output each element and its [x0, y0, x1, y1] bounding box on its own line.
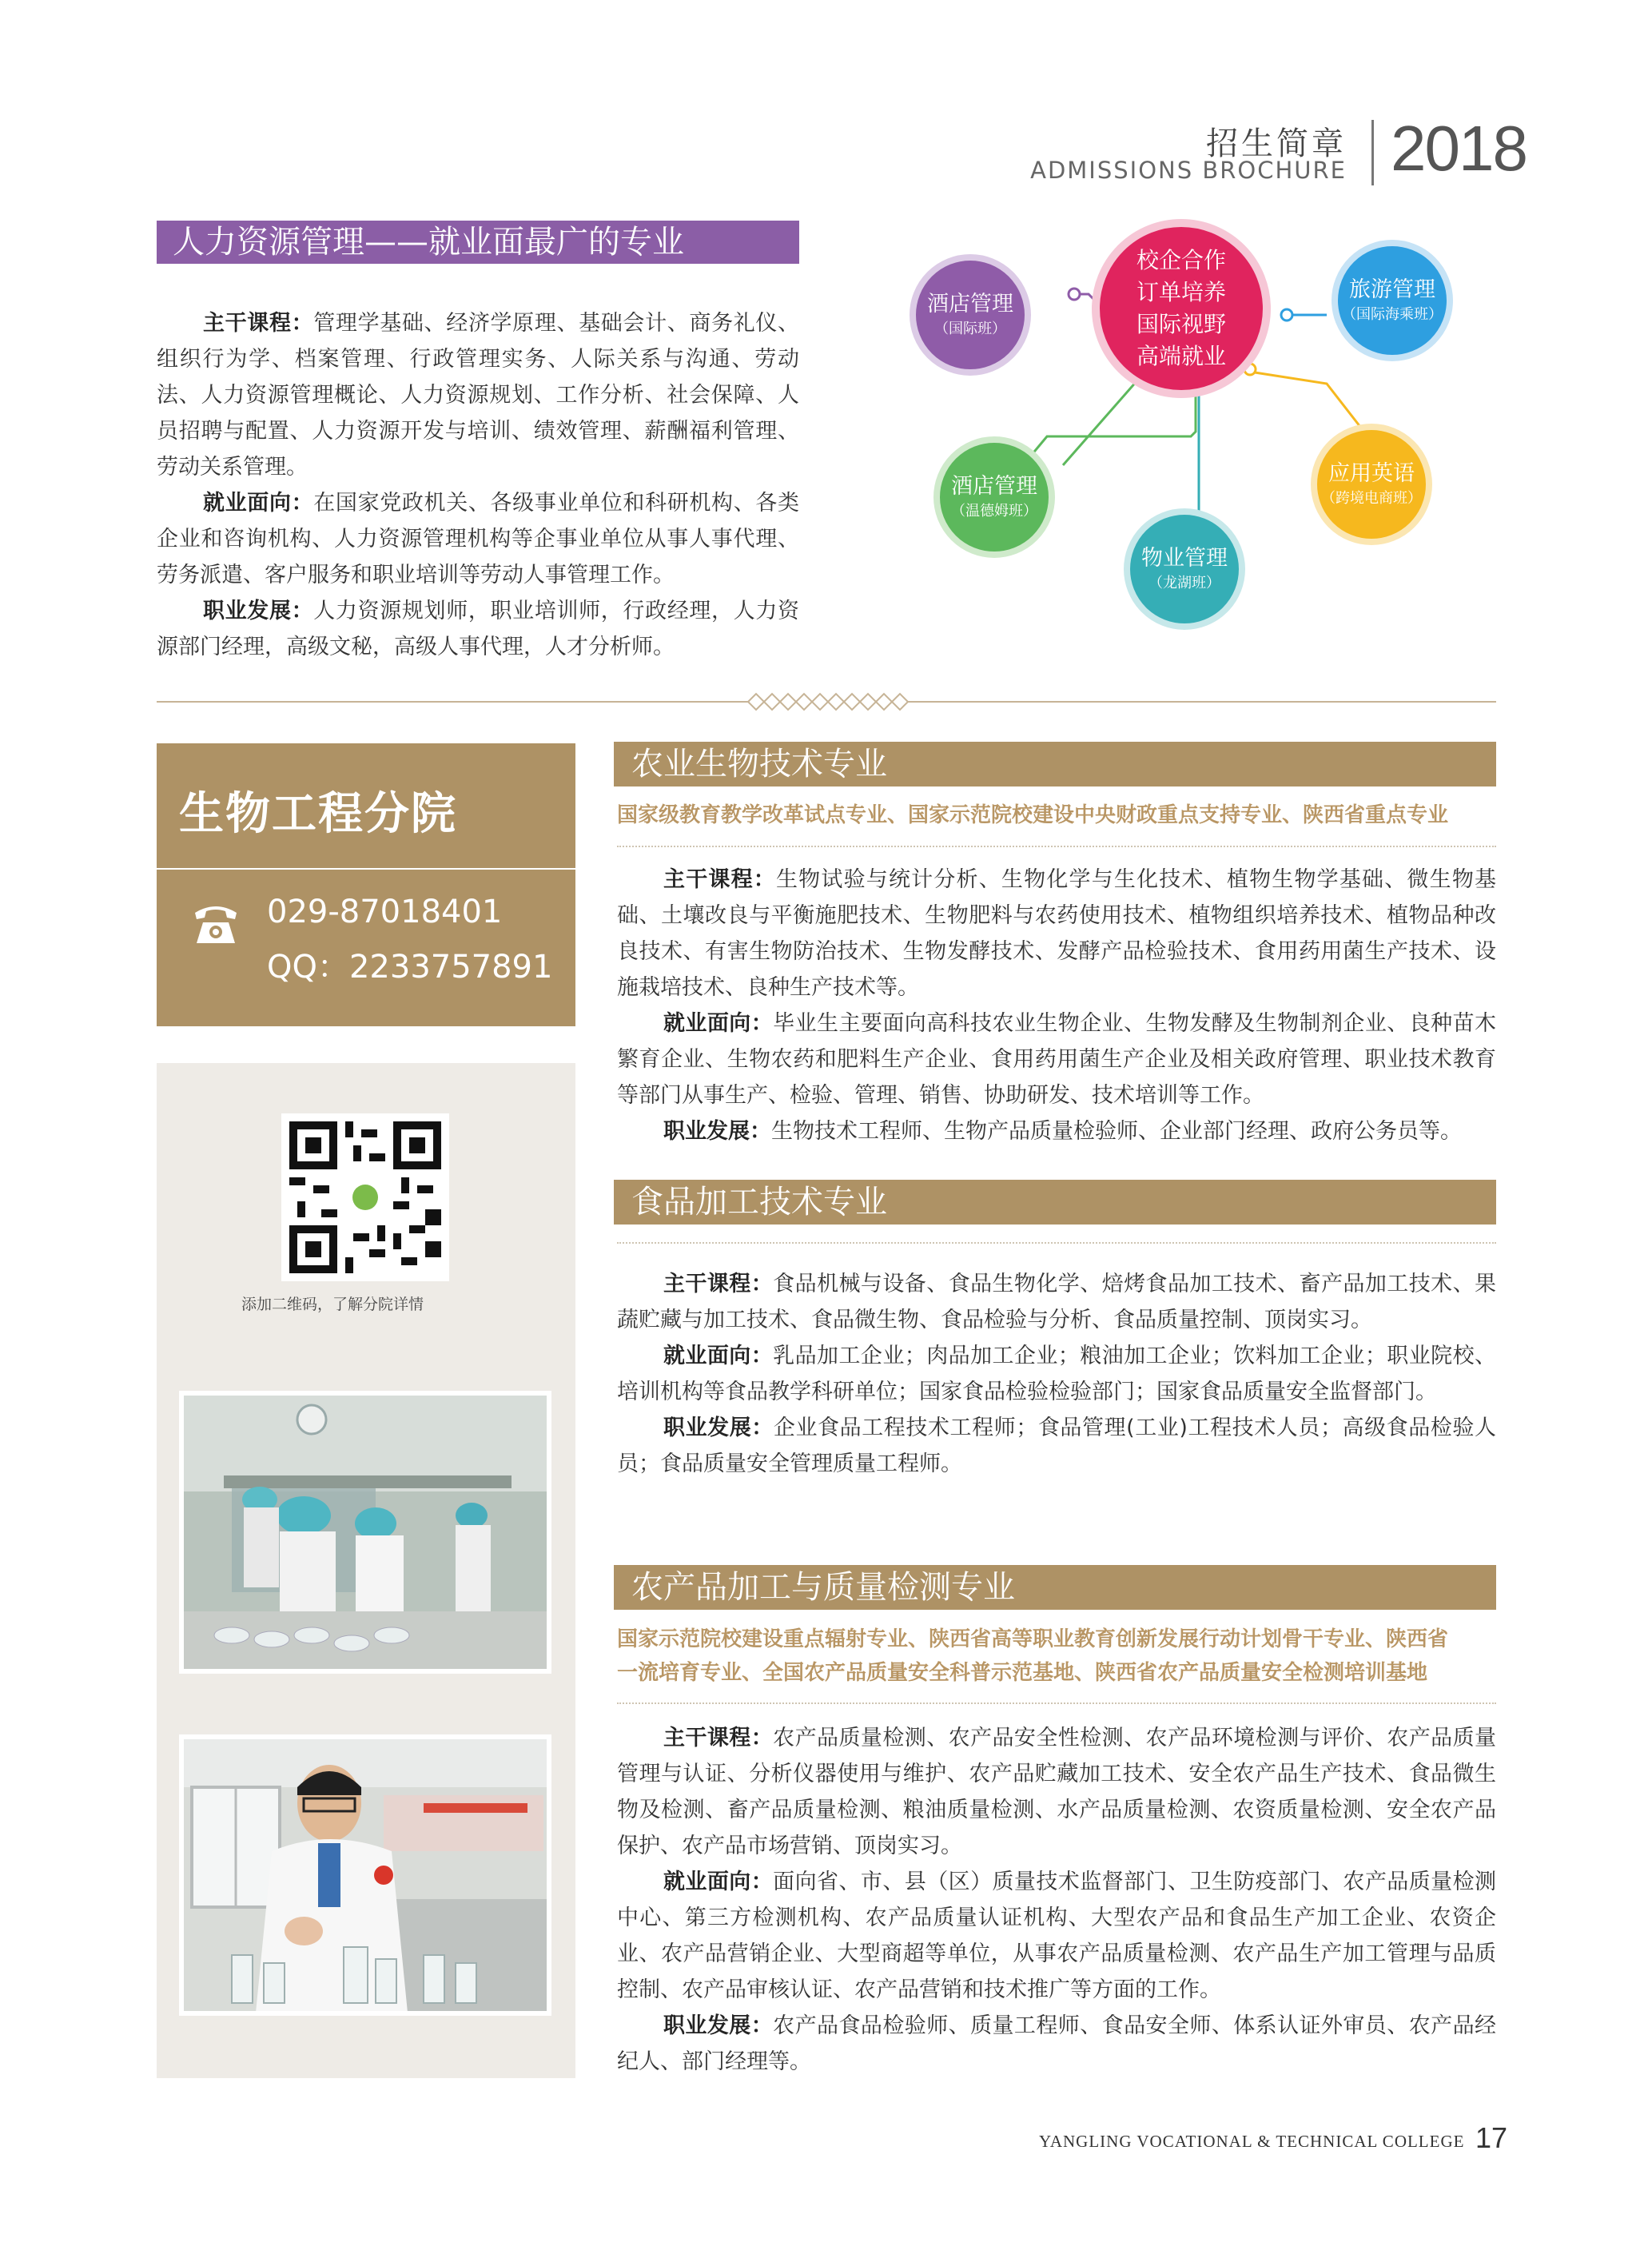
- hr-career-label: 职业发展：: [203, 599, 314, 623]
- lab-photo-1-image: [184, 1396, 548, 1671]
- hr-career: [157, 593, 799, 665]
- node-tourism-main: 旅游管理: [1349, 277, 1435, 302]
- major-1-courses-text: 生物试验与统计分析、生物化学与生化技术、植物生物学基础、微生物基础、土壤改良与平衡施肥技术、生物肥料与农药使用技术、植物组织培养技术、植物品种改良技术、有害生物防治技术、生物发酵技术、发酵产品检验技术、食用药用菌生产技术、设施栽培技术、良种生产技术等。: [617, 867, 1497, 1000]
- major-1-career-label: 职业发展：: [663, 1119, 771, 1144]
- major-3-body: [617, 1720, 1496, 2080]
- header-divider: [1371, 120, 1374, 185]
- major-2-career-label: 职业发展：: [663, 1416, 774, 1440]
- diagram-center-line2: 订单培养: [1136, 279, 1226, 305]
- lab-photo-1: [179, 1391, 551, 1674]
- qr-code[interactable]: [281, 1113, 449, 1281]
- telephone-icon: [190, 898, 241, 950]
- node-hotel-wendemu-main: 酒店管理: [951, 474, 1037, 499]
- hr-employment-label: 就业面向：: [203, 491, 314, 516]
- major-2-courses: [617, 1266, 1496, 1338]
- node-tourism-sub: （国际海乘班）: [1342, 306, 1443, 323]
- major-3-heading: 农产品加工与质量检测专业: [614, 1565, 1496, 1610]
- major-2-courses-text: 食品机械与设备、食品生物化学、焙烤食品加工技术、畜产品加工技术、果蔬贮藏与加工技术、食品微生物、食品检验与分析、食品质量控制、顶岗实习。: [617, 1272, 1497, 1332]
- page-number: 17: [1475, 2121, 1508, 2154]
- node-property-main: 物业管理: [1141, 546, 1228, 571]
- major-3-career: [617, 2008, 1496, 2080]
- major-1-heading: 农业生物技术专业: [614, 742, 1496, 786]
- diagram-node-hotel-intl: [910, 254, 1031, 376]
- node-english-main: 应用英语: [1328, 461, 1415, 486]
- major-1-courses-label: 主干课程：: [663, 867, 776, 892]
- diagram-node-property: [1124, 508, 1245, 630]
- diagram-node-tourism: [1332, 240, 1453, 361]
- major-3-courses: [617, 1720, 1496, 1864]
- major-1-career: [617, 1113, 1496, 1149]
- major-1-career-text: 生物技术工程师、生物产品质量检验师、企业部门经理、政府公务员等。: [771, 1119, 1462, 1144]
- major-1-courses: [617, 862, 1496, 1006]
- lab-photo-2: [179, 1734, 551, 2016]
- major-3-career-label: 职业发展：: [663, 2013, 774, 2038]
- divider-ornament: [740, 689, 910, 715]
- qr-caption: 添加二维码，了解分院详情: [241, 1296, 424, 1313]
- diagram-center-line1: 校企合作: [1136, 247, 1226, 273]
- hr-courses-label: 主干课程：: [203, 311, 314, 336]
- node-english-sub: （跨境电商班）: [1321, 490, 1422, 507]
- major-2-dotted-rule: [617, 1242, 1496, 1244]
- hr-section-body: [157, 305, 799, 665]
- connector-hotel-wendemu-2: [1063, 374, 1143, 465]
- node-hotel-intl-main: 酒店管理: [927, 292, 1013, 317]
- major-3-highlight-line1: 国家示范院校建设重点辐射专业、陕西省高等职业教育创新发展行动计划骨干专业、陕西省: [617, 1627, 1449, 1651]
- major-3-highlight-line2: 一流培育专业、全国农产品质量安全科普示范基地、陕西省农产品质量安全检测培训基地: [617, 1661, 1428, 1685]
- lab-photo-2-image: [184, 1739, 548, 2013]
- major-1-highlight: 国家级教育教学改革试点专业、国家示范院校建设中央财政重点支持专业、陕西省重点专业: [617, 803, 1449, 827]
- diagram-center-line3: 国际视野: [1136, 311, 1226, 337]
- hr-career-text: 人力资源规划师，职业培训师，行政经理，人力资源部门经理，高级文秘，高级人事代理，人才分析师。: [157, 599, 800, 659]
- diagram-node-english: [1311, 424, 1432, 545]
- hr-employment: [157, 485, 799, 593]
- node-property-sub: （龙湖班）: [1148, 575, 1220, 591]
- diagram-node-hotel-wendemu: [933, 436, 1055, 558]
- major-2-heading: 食品加工技术专业: [614, 1180, 1496, 1225]
- node-hotel-intl-sub: （国际班）: [934, 321, 1006, 337]
- hr-employment-text: 在国家党政机关、各级事业单位和科研机构、各类企业和咨询机构、人力资源管理机构等企事业单位从事人事代理、劳务派遣、客户服务和职业培训等劳动人事管理工作。: [157, 491, 800, 587]
- footer-college-name: YANGLING VOCATIONAL & TECHNICAL COLLEGE: [1039, 2132, 1465, 2151]
- major-3-employment: [617, 1864, 1496, 2008]
- major-2-courses-label: 主干课程：: [663, 1272, 774, 1296]
- sidebar-phone: 029-87018401: [267, 894, 503, 930]
- brochure-year: 2018: [1391, 113, 1527, 184]
- hr-courses-text: 管理学基础、经济学原理、基础会计、商务礼仪、组织行为学、档案管理、行政管理实务、人际关系与沟通、劳动法、人力资源管理概论、人力资源规划、工作分析、社会保障、人员招聘与配置、人力资源开发与培训、绩效管理、薪酬福利管理、劳动关系管理。: [157, 311, 800, 480]
- major-2-career-text: 企业食品工程技术工程师；食品管理(工业)工程技术人员；高级食品检验人员；食品质量安全管理质量工程师。: [617, 1416, 1496, 1476]
- major-3-employment-label: 就业面向：: [663, 1870, 774, 1894]
- major-2-body: [617, 1266, 1496, 1482]
- sidebar-title: 生物工程分院: [179, 788, 457, 840]
- sidebar-qq: QQ：2233757891: [267, 949, 553, 986]
- major-2-employment: [617, 1338, 1496, 1410]
- diagram-center: [1092, 219, 1271, 398]
- major-1-employment: [617, 1006, 1496, 1113]
- major-3-courses-label: 主干课程：: [663, 1726, 774, 1750]
- major-3-employment-text: 面向省、市、县（区）质量技术监督部门、卫生防疫部门、农产品质量检测中心、第三方检测机构、农产品质量认证机构、大型农产品和食品生产加工企业、农资企业、农产品营销企业、大型商超等单位，从事农产品质量检测、农产品生产加工管理与品质控制、农产品审核认证、农产品营销和技术推广等方面的工作。: [617, 1870, 1497, 2002]
- major-3-dotted-rule: [617, 1702, 1496, 1704]
- major-1-employment-text: 毕业生主要面向高科技农业生物企业、生物发酵及生物制剂企业、良种苗木繁育企业、生物农药和肥料生产企业、食用药用菌生产企业及相关政府管理、职业技术教育等部门从事生产、检验、管理、销售、协助研发、技术培训等工作。: [617, 1011, 1497, 1108]
- major-1-dotted-rule: [617, 846, 1496, 847]
- qr-code-image: [281, 1113, 449, 1281]
- major-1-employment-label: 就业面向：: [663, 1011, 774, 1036]
- major-3-courses-text: 农产品质量检测、农产品安全性检测、农产品环境检测与评价、农产品质量管理与认证、分析仪器使用与维护、农产品贮藏加工技术、安全农产品生产技术、食品微生物及检测、畜产品质量检测、粮油质量检测、水产品质量检测、农资质量检测、安全农产品保护、农产品市场营销、顶岗实习。: [617, 1726, 1497, 1858]
- major-3-career-text: 农产品食品检验师、质量工程师、食品安全师、体系认证外审员、农产品经纪人、部门经理等。: [617, 2013, 1497, 2074]
- major-1-body: [617, 862, 1496, 1149]
- major-2-employment-text: 乳品加工企业；肉品加工企业；粮油加工企业；饮料加工企业；职业院校、培训机构等食品教学科研单位；国家食品检验检验部门；国家食品质量安全监督部门。: [617, 1344, 1497, 1404]
- brochure-title: 招生简章: [1206, 125, 1347, 162]
- diagram-center-line4: 高端就业: [1136, 343, 1226, 369]
- hr-section-heading: 人力资源管理——就业面最广的专业: [157, 221, 799, 264]
- hr-courses: [157, 305, 799, 485]
- brochure-subtitle: ADMISSIONS BROCHURE: [1030, 157, 1347, 184]
- major-2-career: [617, 1410, 1496, 1482]
- node-hotel-wendemu-sub: （温德姆班）: [951, 503, 1037, 520]
- major-2-employment-label: 就业面向：: [663, 1344, 774, 1368]
